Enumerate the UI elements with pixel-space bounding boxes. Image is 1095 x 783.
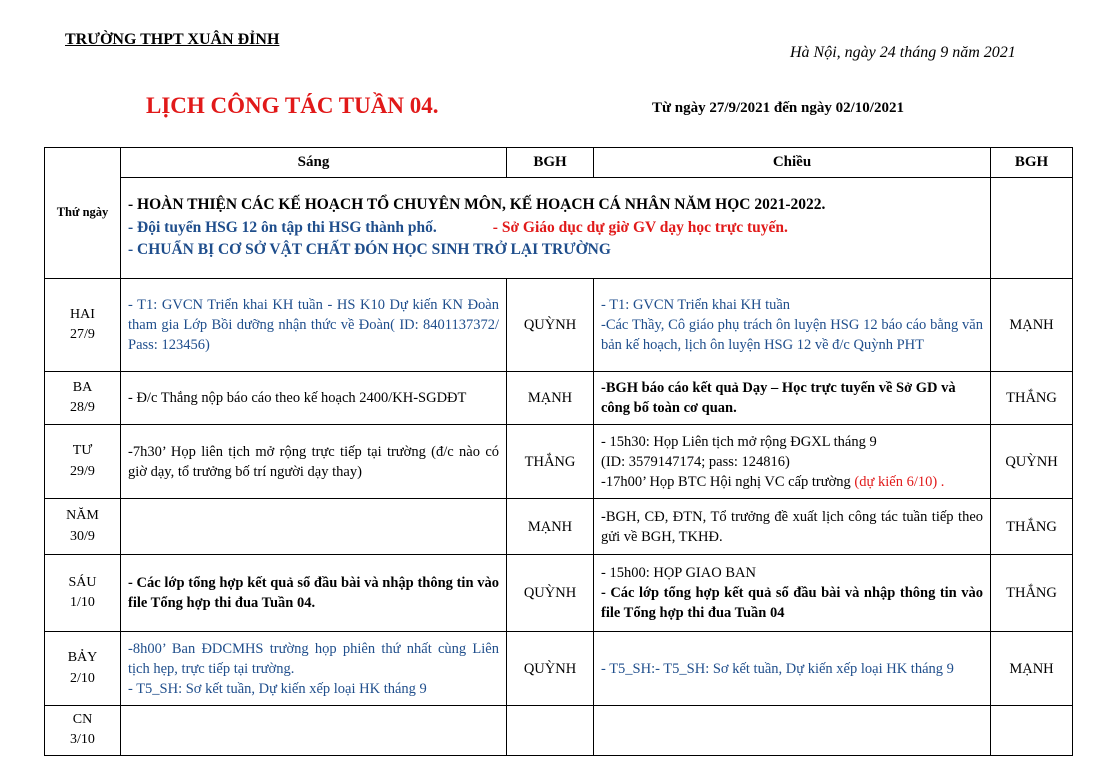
- notice-bgh-cell: [991, 178, 1073, 279]
- notice-line-3: - CHUẨN BỊ CƠ SỞ VẬT CHẤT ĐÓN HỌC SINH TRỞ LẠI TRƯỜNG: [128, 241, 611, 259]
- bgh-morning-cell: QUỲNH: [507, 279, 594, 372]
- bgh-afternoon-cell: QUỲNH: [991, 425, 1073, 499]
- table-row: [45, 279, 1073, 372]
- bgh-afternoon-cell: THẮNG: [991, 499, 1073, 555]
- page-title: LỊCH CÔNG TÁC TUẦN 04.: [146, 93, 439, 118]
- bgh-afternoon-cell: THẮNG: [991, 372, 1073, 425]
- notice-line-2a: - Đội tuyển HSG 12 ôn tập thi HSG thành phố.: [128, 218, 437, 236]
- day-cell: BA 28/9: [45, 372, 121, 425]
- day-cell: SÁU 1/10: [45, 555, 121, 632]
- table-row: [45, 706, 1073, 756]
- table-row: [45, 425, 1073, 499]
- date-range: Từ ngày 27/9/2021 đến ngày 02/10/2021: [652, 100, 904, 116]
- day-cell: NĂM 30/9: [45, 499, 121, 555]
- bgh-afternoon-cell: [991, 706, 1073, 756]
- place-date: Hà Nội, ngày 24 tháng 9 năm 2021: [790, 44, 1016, 61]
- day-cell: CN 3/10: [45, 706, 121, 756]
- schedule-table: [44, 147, 1073, 756]
- day-cell: HAI 27/9: [45, 279, 121, 372]
- table-row: [45, 632, 1073, 706]
- bgh-morning-cell: QUỲNH: [507, 555, 594, 632]
- afternoon-cell: -BGH, CĐ, ĐTN, Tổ trưởng đề xuất lịch công tác tuần tiếp theo gửi về BGH, TKHĐ.: [594, 499, 991, 555]
- table-row: [45, 372, 1073, 425]
- bgh-afternoon-column-header: BGH: [991, 148, 1073, 178]
- bgh-afternoon-cell: MẠNH: [991, 279, 1073, 372]
- header-row: [45, 148, 1073, 178]
- bgh-morning-cell: MẠNH: [507, 372, 594, 425]
- table-row: [45, 499, 1073, 555]
- day-column-header: Thứ ngày: [45, 148, 121, 279]
- afternoon-cell: - 15h30: Họp Liên tịch mở rộng ĐGXL tháng 9 (ID: 3579147174; pass: 124816) -17h00’ Họp BTC Hội nghị VC cấp trường (dự kiến 6/10) .: [594, 425, 991, 499]
- morning-column-header: Sáng: [121, 148, 507, 178]
- weekly-notice: [121, 178, 991, 279]
- notice-line-1: - HOÀN THIỆN CÁC KẾ HOẠCH TỔ CHUYÊN MÔN, KẾ HOẠCH CÁ NHÂN NĂM HỌC 2021-2022.: [128, 196, 826, 214]
- notice-line-2b: - Sở Giáo dục dự giờ GV dạy học trực tuyến.: [492, 218, 788, 236]
- bgh-morning-cell: QUỲNH: [507, 632, 594, 706]
- afternoon-cell: - T1: GVCN Triển khai KH tuần -Các Thầy, Cô giáo phụ trách ôn luyện HSG 12 báo cáo bằng văn bản kế hoạch, lịch ôn luyện HSG 12 về đ/c Quỳnh PHT: [594, 279, 991, 372]
- morning-cell: - T1: GVCN Triển khai KH tuần - HS K10 Dự kiến KN Đoàn tham gia Lớp Bồi dưỡng nhận thức về Đoàn( ID: 8401137372/ Pass: 123456): [121, 279, 507, 372]
- bgh-morning-cell: [507, 706, 594, 756]
- bgh-morning-cell: THẮNG: [507, 425, 594, 499]
- morning-cell: -7h30’ Họp liên tịch mở rộng trực tiếp tại trường (đ/c nào có giờ dạy, tổ trưởng bố trí người dạy thay): [121, 425, 507, 499]
- afternoon-cell: - 15h00: HỌP GIAO BAN - Các lớp tổng hợp kết quả sổ đầu bài và nhập thông tin vào file Tổng hợp thi đua Tuần 04: [594, 555, 991, 632]
- morning-cell: - Đ/c Thắng nộp báo cáo theo kế hoạch 2400/KH-SGDĐT: [121, 372, 507, 425]
- bgh-morning-cell: MẠNH: [507, 499, 594, 555]
- morning-cell: - Các lớp tổng hợp kết quả sổ đầu bài và nhập thông tin vào file Tổng hợp thi đua Tuần 04.: [121, 555, 507, 632]
- notice-row: [45, 178, 1073, 279]
- table-row: [45, 555, 1073, 632]
- school-name: TRƯỜNG THPT XUÂN ĐỈNH: [65, 31, 280, 48]
- afternoon-cell: -BGH báo cáo kết quả Dạy – Học trực tuyến về Sở GD và công bố toàn cơ quan.: [594, 372, 991, 425]
- morning-cell: [121, 706, 507, 756]
- afternoon-cell: [594, 706, 991, 756]
- morning-cell: -8h00’ Ban ĐDCMHS trường họp phiên thứ nhất cùng Liên tịch hẹp, trực tiếp tại trường. - T5_SH: Sơ kết tuần, Dự kiến xếp loại HK tháng 9: [121, 632, 507, 706]
- morning-cell: [121, 499, 507, 555]
- day-cell: BẢY 2/10: [45, 632, 121, 706]
- day-cell: TƯ 29/9: [45, 425, 121, 499]
- bgh-afternoon-cell: MẠNH: [991, 632, 1073, 706]
- afternoon-column-header: Chiều: [594, 148, 991, 178]
- afternoon-cell: - T5_SH:- T5_SH: Sơ kết tuần, Dự kiến xếp loại HK tháng 9: [594, 632, 991, 706]
- bgh-afternoon-cell: THẮNG: [991, 555, 1073, 632]
- bgh-morning-column-header: BGH: [507, 148, 594, 178]
